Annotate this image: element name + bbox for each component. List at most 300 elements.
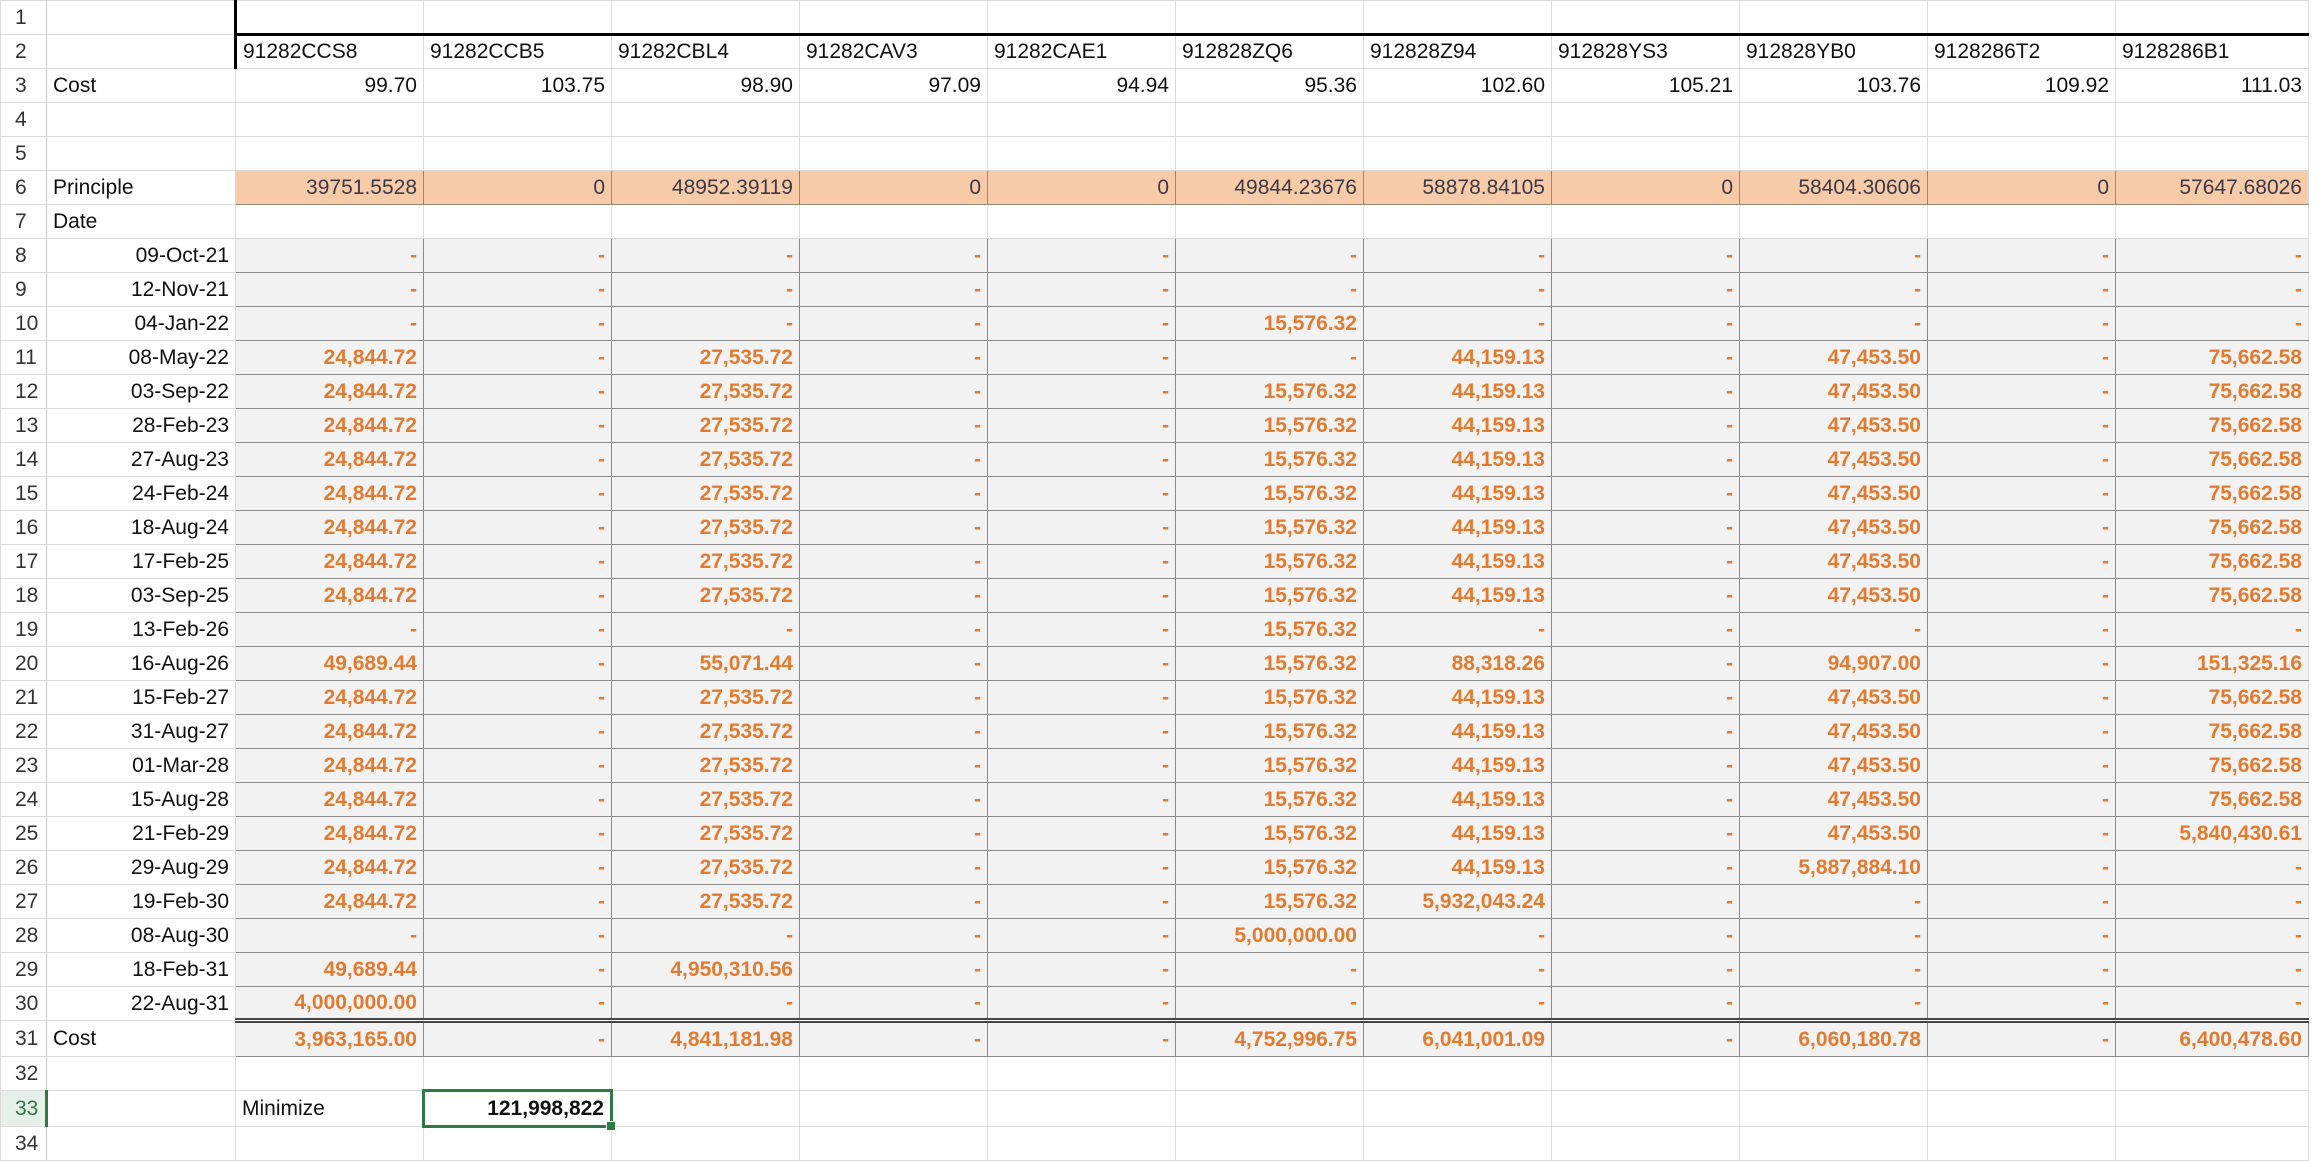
principle-value-1[interactable]: 0: [424, 171, 612, 205]
cashflow-cell[interactable]: -: [2116, 851, 2309, 885]
cashflow-cell[interactable]: -: [1364, 307, 1552, 341]
cashflow-cell[interactable]: -: [800, 545, 988, 579]
cell[interactable]: [1740, 137, 1928, 171]
cashflow-cell[interactable]: 15,576.32: [1176, 681, 1364, 715]
date-cell[interactable]: 21-Feb-29: [47, 817, 236, 851]
cashflow-cell[interactable]: -: [1928, 919, 2116, 953]
row-header-18[interactable]: 18: [1, 579, 47, 613]
cashflow-cell[interactable]: -: [1928, 239, 2116, 273]
row-header-3[interactable]: 3: [1, 69, 47, 103]
cashflow-cell[interactable]: 44,159.13: [1364, 783, 1552, 817]
column-code-0[interactable]: 91282CCS8: [236, 35, 424, 69]
cell[interactable]: [1364, 1, 1552, 35]
cashflow-cell[interactable]: -: [424, 409, 612, 443]
cashflow-cell[interactable]: -: [1552, 409, 1740, 443]
minimize-label[interactable]: Minimize: [236, 1091, 424, 1127]
cashflow-cell[interactable]: -: [612, 273, 800, 307]
cashflow-cell[interactable]: -: [1740, 987, 1928, 1021]
cashflow-cell[interactable]: 75,662.58: [2116, 681, 2309, 715]
cell[interactable]: [800, 103, 988, 137]
cashflow-cell[interactable]: 88,318.26: [1364, 647, 1552, 681]
cashflow-cell[interactable]: 44,159.13: [1364, 443, 1552, 477]
cashflow-cell[interactable]: 47,453.50: [1740, 783, 1928, 817]
cashflow-cell[interactable]: 24,844.72: [236, 477, 424, 511]
cashflow-cell[interactable]: 24,844.72: [236, 409, 424, 443]
cashflow-cell[interactable]: 47,453.50: [1740, 817, 1928, 851]
cashflow-cell[interactable]: 44,159.13: [1364, 749, 1552, 783]
date-cell[interactable]: 29-Aug-29: [47, 851, 236, 885]
column-code-1[interactable]: 91282CCB5: [424, 35, 612, 69]
cell[interactable]: [800, 1091, 988, 1127]
row-header-9[interactable]: 9: [1, 273, 47, 307]
cashflow-cell[interactable]: -: [988, 783, 1176, 817]
date-cell[interactable]: 08-May-22: [47, 341, 236, 375]
cashflow-cell[interactable]: -: [1740, 953, 1928, 987]
row-header-13[interactable]: 13: [1, 409, 47, 443]
cashflow-cell[interactable]: -: [1552, 919, 1740, 953]
cashflow-cell[interactable]: -: [424, 885, 612, 919]
cashflow-cell[interactable]: 15,576.32: [1176, 647, 1364, 681]
row-header-27[interactable]: 27: [1, 885, 47, 919]
cell[interactable]: [2116, 1057, 2309, 1091]
cashflow-cell[interactable]: 15,576.32: [1176, 715, 1364, 749]
cashflow-cell[interactable]: -: [800, 715, 988, 749]
principle-value-2[interactable]: 48952.39119: [612, 171, 800, 205]
cell[interactable]: [1364, 1127, 1552, 1161]
cashflow-cell[interactable]: 15,576.32: [1176, 545, 1364, 579]
cost-value-4[interactable]: 94.94: [988, 69, 1176, 103]
cashflow-cell[interactable]: -: [1552, 239, 1740, 273]
cashflow-cell[interactable]: 15,576.32: [1176, 375, 1364, 409]
cell[interactable]: [2116, 205, 2309, 239]
row-header-20[interactable]: 20: [1, 647, 47, 681]
total-cost-value-0[interactable]: 3,963,165.00: [236, 1021, 424, 1057]
cell[interactable]: [1364, 103, 1552, 137]
cashflow-cell[interactable]: -: [236, 273, 424, 307]
cell[interactable]: [1740, 205, 1928, 239]
cashflow-cell[interactable]: -: [988, 613, 1176, 647]
cashflow-cell[interactable]: -: [1928, 409, 2116, 443]
cashflow-cell[interactable]: -: [424, 953, 612, 987]
cell[interactable]: [424, 137, 612, 171]
row-header-30[interactable]: 30: [1, 987, 47, 1021]
cell[interactable]: [236, 205, 424, 239]
cashflow-cell[interactable]: -: [1552, 477, 1740, 511]
principle-value-3[interactable]: 0: [800, 171, 988, 205]
cashflow-cell[interactable]: 55,071.44: [612, 647, 800, 681]
cashflow-cell[interactable]: -: [1928, 613, 2116, 647]
cashflow-cell[interactable]: -: [424, 715, 612, 749]
cell[interactable]: [988, 103, 1176, 137]
cashflow-cell[interactable]: 5,840,430.61: [2116, 817, 2309, 851]
cell[interactable]: [1928, 137, 2116, 171]
row-header-11[interactable]: 11: [1, 341, 47, 375]
cashflow-cell[interactable]: -: [1740, 239, 1928, 273]
cashflow-cell[interactable]: -: [800, 851, 988, 885]
row-header-1[interactable]: 1: [1, 1, 47, 35]
cashflow-cell[interactable]: 47,453.50: [1740, 409, 1928, 443]
cashflow-cell[interactable]: 24,844.72: [236, 749, 424, 783]
row-header-19[interactable]: 19: [1, 613, 47, 647]
cell[interactable]: [612, 1127, 800, 1161]
cost-value-3[interactable]: 97.09: [800, 69, 988, 103]
cashflow-cell[interactable]: -: [612, 987, 800, 1021]
minimize-value-cell[interactable]: 121,998,822: [424, 1091, 612, 1127]
row-header-14[interactable]: 14: [1, 443, 47, 477]
cell-label-1[interactable]: [47, 1, 236, 35]
total-cost-value-7[interactable]: -: [1552, 1021, 1740, 1057]
total-cost-value-9[interactable]: -: [1928, 1021, 2116, 1057]
cashflow-cell[interactable]: -: [800, 341, 988, 375]
cashflow-cell[interactable]: 47,453.50: [1740, 443, 1928, 477]
cashflow-cell[interactable]: -: [424, 375, 612, 409]
cashflow-cell[interactable]: -: [424, 681, 612, 715]
row-header-4[interactable]: 4: [1, 103, 47, 137]
cashflow-cell[interactable]: 47,453.50: [1740, 545, 1928, 579]
cashflow-cell[interactable]: -: [1552, 987, 1740, 1021]
cost-value-1[interactable]: 103.75: [424, 69, 612, 103]
cell[interactable]: [1552, 205, 1740, 239]
cell[interactable]: [236, 1, 424, 35]
cell[interactable]: [800, 205, 988, 239]
cell[interactable]: [2116, 1091, 2309, 1127]
cashflow-cell[interactable]: 27,535.72: [612, 511, 800, 545]
cashflow-cell[interactable]: -: [988, 715, 1176, 749]
row-header-5[interactable]: 5: [1, 137, 47, 171]
row-header-16[interactable]: 16: [1, 511, 47, 545]
column-code-7[interactable]: 912828YS3: [1552, 35, 1740, 69]
cashflow-cell[interactable]: -: [988, 647, 1176, 681]
cashflow-cell[interactable]: -: [2116, 987, 2309, 1021]
cashflow-cell[interactable]: -: [236, 307, 424, 341]
cashflow-cell[interactable]: -: [424, 987, 612, 1021]
cashflow-cell[interactable]: -: [424, 783, 612, 817]
cell[interactable]: [1364, 137, 1552, 171]
cell[interactable]: [1176, 205, 1364, 239]
cashflow-cell[interactable]: 4,000,000.00: [236, 987, 424, 1021]
cell[interactable]: [424, 1, 612, 35]
row-header-22[interactable]: 22: [1, 715, 47, 749]
cashflow-cell[interactable]: -: [988, 273, 1176, 307]
cell[interactable]: [988, 1057, 1176, 1091]
principle-value-6[interactable]: 58878.84105: [1364, 171, 1552, 205]
cashflow-cell[interactable]: -: [800, 681, 988, 715]
total-cost-value-2[interactable]: 4,841,181.98: [612, 1021, 800, 1057]
cell[interactable]: [424, 1127, 612, 1161]
cashflow-cell[interactable]: -: [988, 341, 1176, 375]
cashflow-cell[interactable]: -: [1364, 953, 1552, 987]
cashflow-cell[interactable]: 15,576.32: [1176, 307, 1364, 341]
cashflow-cell[interactable]: -: [800, 783, 988, 817]
cashflow-cell[interactable]: -: [800, 375, 988, 409]
cashflow-cell[interactable]: 75,662.58: [2116, 545, 2309, 579]
cashflow-cell[interactable]: -: [1364, 239, 1552, 273]
cashflow-cell[interactable]: -: [236, 919, 424, 953]
cashflow-cell[interactable]: -: [1928, 817, 2116, 851]
cashflow-cell[interactable]: 75,662.58: [2116, 443, 2309, 477]
cashflow-cell[interactable]: -: [1928, 749, 2116, 783]
cashflow-cell[interactable]: -: [612, 307, 800, 341]
cashflow-cell[interactable]: -: [1552, 341, 1740, 375]
cashflow-cell[interactable]: 15,576.32: [1176, 749, 1364, 783]
cell[interactable]: [1928, 205, 2116, 239]
row-header-6[interactable]: 6: [1, 171, 47, 205]
cashflow-cell[interactable]: 47,453.50: [1740, 579, 1928, 613]
cashflow-cell[interactable]: -: [1552, 511, 1740, 545]
cashflow-cell[interactable]: 24,844.72: [236, 715, 424, 749]
cell[interactable]: [2116, 1127, 2309, 1161]
cell[interactable]: [47, 1091, 236, 1127]
cashflow-cell[interactable]: 15,576.32: [1176, 817, 1364, 851]
cashflow-cell[interactable]: -: [612, 919, 800, 953]
cashflow-cell[interactable]: -: [800, 613, 988, 647]
cell[interactable]: [424, 1057, 612, 1091]
date-cell[interactable]: 13-Feb-26: [47, 613, 236, 647]
cashflow-cell[interactable]: -: [1176, 273, 1364, 307]
cashflow-cell[interactable]: -: [1928, 341, 2116, 375]
cell[interactable]: [1176, 1057, 1364, 1091]
cashflow-cell[interactable]: 75,662.58: [2116, 783, 2309, 817]
cell[interactable]: [2116, 137, 2309, 171]
cashflow-cell[interactable]: -: [1740, 273, 1928, 307]
cell[interactable]: [424, 205, 612, 239]
cost-value-5[interactable]: 95.36: [1176, 69, 1364, 103]
cashflow-cell[interactable]: -: [424, 511, 612, 545]
date-cell[interactable]: 16-Aug-26: [47, 647, 236, 681]
total-cost-value-8[interactable]: 6,060,180.78: [1740, 1021, 1928, 1057]
cashflow-cell[interactable]: -: [236, 239, 424, 273]
cell[interactable]: [1928, 1091, 2116, 1127]
cashflow-cell[interactable]: -: [1552, 953, 1740, 987]
column-code-2[interactable]: 91282CBL4: [612, 35, 800, 69]
date-cell[interactable]: 09-Oct-21: [47, 239, 236, 273]
cell[interactable]: [612, 205, 800, 239]
cashflow-cell[interactable]: 44,159.13: [1364, 477, 1552, 511]
cashflow-cell[interactable]: 15,576.32: [1176, 783, 1364, 817]
cashflow-cell[interactable]: -: [1552, 647, 1740, 681]
cashflow-cell[interactable]: -: [1928, 545, 2116, 579]
cashflow-cell[interactable]: 44,159.13: [1364, 511, 1552, 545]
cell[interactable]: [1176, 1091, 1364, 1127]
date-cell[interactable]: 18-Aug-24: [47, 511, 236, 545]
cashflow-cell[interactable]: 49,689.44: [236, 953, 424, 987]
cashflow-cell[interactable]: -: [988, 817, 1176, 851]
column-code-3[interactable]: 91282CAV3: [800, 35, 988, 69]
column-code-5[interactable]: 912828ZQ6: [1176, 35, 1364, 69]
cashflow-cell[interactable]: -: [988, 579, 1176, 613]
cashflow-cell[interactable]: -: [424, 341, 612, 375]
total-cost-value-5[interactable]: 4,752,996.75: [1176, 1021, 1364, 1057]
cashflow-cell[interactable]: 15,576.32: [1176, 477, 1364, 511]
cashflow-cell[interactable]: -: [612, 613, 800, 647]
principle-value-5[interactable]: 49844.23676: [1176, 171, 1364, 205]
cashflow-cell[interactable]: -: [1552, 715, 1740, 749]
cashflow-cell[interactable]: -: [424, 919, 612, 953]
cell[interactable]: [1176, 1, 1364, 35]
cashflow-cell[interactable]: -: [800, 817, 988, 851]
cashflow-cell[interactable]: -: [800, 307, 988, 341]
cell[interactable]: [1552, 137, 1740, 171]
cashflow-cell[interactable]: -: [800, 885, 988, 919]
column-code-4[interactable]: 91282CAE1: [988, 35, 1176, 69]
cashflow-cell[interactable]: -: [1552, 273, 1740, 307]
cashflow-cell[interactable]: -: [1552, 681, 1740, 715]
cashflow-cell[interactable]: -: [1552, 817, 1740, 851]
cell[interactable]: [1176, 1127, 1364, 1161]
cell[interactable]: [800, 1057, 988, 1091]
cell[interactable]: [1740, 1091, 1928, 1127]
cell[interactable]: [236, 137, 424, 171]
cell[interactable]: [1740, 103, 1928, 137]
cost-value-2[interactable]: 98.90: [612, 69, 800, 103]
cell[interactable]: [612, 103, 800, 137]
cell[interactable]: [1364, 1091, 1552, 1127]
row-header-29[interactable]: 29: [1, 953, 47, 987]
date-cell[interactable]: 03-Sep-25: [47, 579, 236, 613]
cashflow-cell[interactable]: -: [424, 273, 612, 307]
cashflow-cell[interactable]: -: [424, 749, 612, 783]
total-cost-value-1[interactable]: -: [424, 1021, 612, 1057]
cashflow-cell[interactable]: -: [2116, 885, 2309, 919]
cashflow-cell[interactable]: -: [800, 409, 988, 443]
cell[interactable]: [1552, 1, 1740, 35]
cashflow-cell[interactable]: -: [988, 511, 1176, 545]
cell[interactable]: [1364, 1057, 1552, 1091]
cashflow-cell[interactable]: -: [800, 987, 988, 1021]
row-header-12[interactable]: 12: [1, 375, 47, 409]
cell[interactable]: [236, 1057, 424, 1091]
cashflow-cell[interactable]: -: [2116, 273, 2309, 307]
cashflow-cell[interactable]: -: [424, 579, 612, 613]
cashflow-cell[interactable]: 75,662.58: [2116, 579, 2309, 613]
cashflow-cell[interactable]: 24,844.72: [236, 341, 424, 375]
cashflow-cell[interactable]: -: [800, 273, 988, 307]
cell[interactable]: [1176, 103, 1364, 137]
cashflow-cell[interactable]: -: [800, 919, 988, 953]
cashflow-cell[interactable]: 44,159.13: [1364, 545, 1552, 579]
cashflow-cell[interactable]: 24,844.72: [236, 885, 424, 919]
principle-value-10[interactable]: 57647.68026: [2116, 171, 2309, 205]
row-header-15[interactable]: 15: [1, 477, 47, 511]
row-header-34[interactable]: 34: [1, 1127, 47, 1161]
cell[interactable]: [612, 1057, 800, 1091]
cashflow-cell[interactable]: -: [1364, 273, 1552, 307]
cashflow-cell[interactable]: 47,453.50: [1740, 715, 1928, 749]
date-cell[interactable]: 24-Feb-24: [47, 477, 236, 511]
cashflow-cell[interactable]: 5,000,000.00: [1176, 919, 1364, 953]
cashflow-cell[interactable]: 24,844.72: [236, 817, 424, 851]
cashflow-cell[interactable]: -: [2116, 239, 2309, 273]
cashflow-cell[interactable]: -: [1928, 715, 2116, 749]
total-cost-value-3[interactable]: -: [800, 1021, 988, 1057]
cell[interactable]: [1552, 1057, 1740, 1091]
cashflow-cell[interactable]: -: [1552, 375, 1740, 409]
date-cell[interactable]: 03-Sep-22: [47, 375, 236, 409]
cashflow-cell[interactable]: 49,689.44: [236, 647, 424, 681]
cashflow-cell[interactable]: 27,535.72: [612, 375, 800, 409]
date-cell[interactable]: 18-Feb-31: [47, 953, 236, 987]
cell[interactable]: [2116, 1, 2309, 35]
cell[interactable]: [1740, 1, 1928, 35]
cashflow-cell[interactable]: 4,950,310.56: [612, 953, 800, 987]
date-cell[interactable]: 28-Feb-23: [47, 409, 236, 443]
cell[interactable]: [800, 1127, 988, 1161]
cell[interactable]: [1928, 1057, 2116, 1091]
column-code-6[interactable]: 912828Z94: [1364, 35, 1552, 69]
cashflow-cell[interactable]: -: [988, 375, 1176, 409]
cashflow-cell[interactable]: 44,159.13: [1364, 817, 1552, 851]
cashflow-cell[interactable]: 15,576.32: [1176, 579, 1364, 613]
cashflow-cell[interactable]: -: [1928, 375, 2116, 409]
cashflow-cell[interactable]: -: [800, 477, 988, 511]
cashflow-cell[interactable]: -: [424, 647, 612, 681]
cashflow-cell[interactable]: 27,535.72: [612, 783, 800, 817]
cashflow-cell[interactable]: -: [1552, 307, 1740, 341]
cell[interactable]: [1928, 103, 2116, 137]
cost-value-10[interactable]: 111.03: [2116, 69, 2309, 103]
cell[interactable]: [236, 103, 424, 137]
cashflow-cell[interactable]: -: [1928, 477, 2116, 511]
cell[interactable]: [1552, 1127, 1740, 1161]
cashflow-cell[interactable]: 75,662.58: [2116, 749, 2309, 783]
cell[interactable]: [1552, 103, 1740, 137]
cashflow-cell[interactable]: 44,159.13: [1364, 579, 1552, 613]
cashflow-cell[interactable]: 44,159.13: [1364, 409, 1552, 443]
cell[interactable]: [1740, 1057, 1928, 1091]
cashflow-cell[interactable]: 15,576.32: [1176, 851, 1364, 885]
cashflow-cell[interactable]: 15,576.32: [1176, 443, 1364, 477]
cashflow-cell[interactable]: -: [988, 443, 1176, 477]
cashflow-cell[interactable]: 47,453.50: [1740, 375, 1928, 409]
cashflow-cell[interactable]: 47,453.50: [1740, 341, 1928, 375]
cashflow-cell[interactable]: 24,844.72: [236, 851, 424, 885]
cell[interactable]: [47, 1127, 236, 1161]
cashflow-cell[interactable]: -: [800, 647, 988, 681]
total-cost-label[interactable]: Cost: [47, 1021, 236, 1057]
cashflow-cell[interactable]: -: [1928, 851, 2116, 885]
cell[interactable]: [47, 137, 236, 171]
cashflow-cell[interactable]: -: [988, 749, 1176, 783]
total-cost-value-4[interactable]: -: [988, 1021, 1176, 1057]
cashflow-cell[interactable]: 27,535.72: [612, 579, 800, 613]
cashflow-cell[interactable]: -: [1928, 953, 2116, 987]
principle-value-8[interactable]: 58404.30606: [1740, 171, 1928, 205]
cashflow-cell[interactable]: -: [800, 579, 988, 613]
cashflow-cell[interactable]: 44,159.13: [1364, 375, 1552, 409]
cashflow-cell[interactable]: 15,576.32: [1176, 409, 1364, 443]
cell[interactable]: [47, 1057, 236, 1091]
cashflow-cell[interactable]: -: [236, 613, 424, 647]
cell[interactable]: [988, 1, 1176, 35]
cell[interactable]: [988, 137, 1176, 171]
cashflow-cell[interactable]: -: [2116, 953, 2309, 987]
row-header-23[interactable]: 23: [1, 749, 47, 783]
cashflow-cell[interactable]: -: [988, 953, 1176, 987]
cashflow-cell[interactable]: 27,535.72: [612, 341, 800, 375]
row-header-7[interactable]: 7: [1, 205, 47, 239]
row-header-21[interactable]: 21: [1, 681, 47, 715]
date-cell[interactable]: 27-Aug-23: [47, 443, 236, 477]
cell[interactable]: [988, 1127, 1176, 1161]
cashflow-cell[interactable]: -: [424, 545, 612, 579]
date-cell[interactable]: 15-Aug-28: [47, 783, 236, 817]
cell[interactable]: [2116, 103, 2309, 137]
cashflow-cell[interactable]: 44,159.13: [1364, 681, 1552, 715]
cashflow-cell[interactable]: -: [1740, 885, 1928, 919]
cashflow-cell[interactable]: -: [2116, 307, 2309, 341]
cost-value-6[interactable]: 102.60: [1364, 69, 1552, 103]
cashflow-cell[interactable]: -: [1740, 307, 1928, 341]
